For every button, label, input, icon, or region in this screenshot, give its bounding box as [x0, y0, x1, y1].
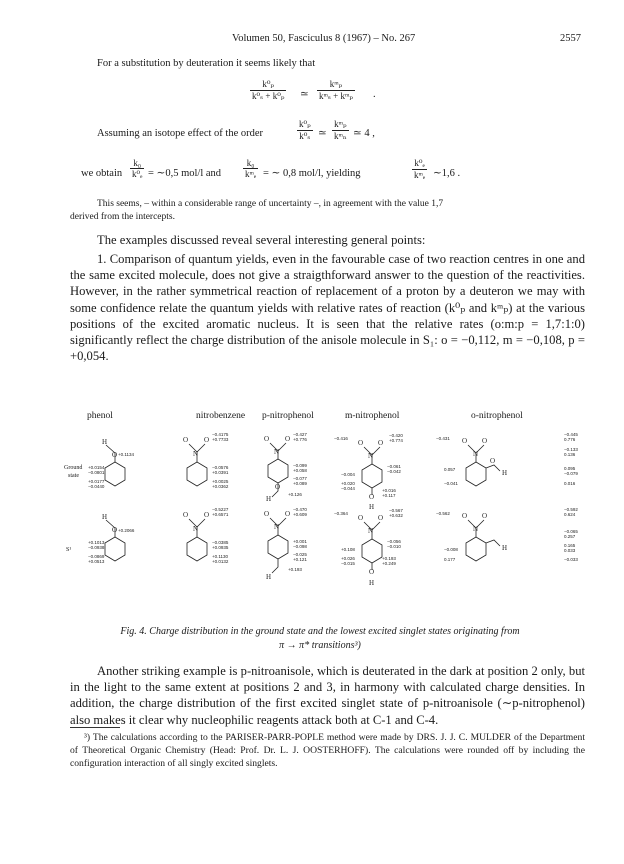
charge-value: 0.057: [444, 467, 456, 472]
atom-o: O: [183, 436, 189, 444]
caption-line-1: Fig. 4. Charge distribution in the ground state and the lowest excited singlet states originating from: [120, 626, 520, 637]
charge-value: +0.776: [293, 437, 307, 442]
charge-value: −0.004: [341, 472, 355, 477]
eq1-end: .: [373, 89, 376, 100]
charge-value: 0.016: [564, 481, 576, 486]
atom-o: O: [112, 451, 118, 459]
eq2-tail: ≃ 4 ,: [353, 128, 375, 139]
journal-citation: Volumen 50, Fasciculus 8 (1967) – No. 267: [232, 33, 416, 44]
charge-value: 0.136: [564, 452, 576, 457]
charge-value: −0.0576: [212, 465, 229, 470]
charge-value: +0.1134: [118, 452, 135, 457]
obtain-text-3: ∼1,6 .: [433, 168, 461, 179]
charge-value: −0.445: [564, 432, 578, 437]
charge-value: −0.025: [293, 552, 307, 557]
atom-h: H: [502, 469, 508, 477]
column-label-phenol: phenol: [87, 411, 113, 421]
charge-value: 0.776: [564, 437, 576, 442]
charge-value: 0.177: [444, 557, 456, 562]
charge-value: −0.562: [436, 511, 450, 516]
obtain-lead: we obtain: [81, 168, 123, 179]
charge-distribution-diagram: [76, 423, 586, 606]
charge-value: +0.6571: [212, 512, 229, 517]
charge-value: −0.592: [564, 507, 578, 512]
charge-value: −0.065: [564, 529, 578, 534]
atom-o: O: [112, 526, 118, 534]
charge-value: −0.567: [389, 508, 403, 513]
charge-value: +0.2066: [118, 528, 135, 533]
charge-value: −0.098: [293, 544, 307, 549]
ring-phenol-s1: [105, 537, 125, 561]
atom-h: H: [102, 438, 108, 446]
footnote-3: ³) The calculations according to the PARISER-PARR-POPLE method were made by DRS. J. J. C. MULDER of the Department of Theoretical Organic Chemistry (Head: Prof. Dr. L. J. OOSTERHOFF). The calculations were rounded off by including the configuration interaction of all singly excited singlets.: [70, 732, 585, 769]
charge-value: +0.1013: [88, 540, 105, 545]
eq2-relation: ≃: [318, 128, 327, 139]
atom-n: N: [473, 450, 479, 458]
atom-o: O: [369, 493, 375, 501]
atom-h: H: [266, 573, 272, 581]
charge-value: +0.016: [382, 488, 396, 493]
atom-o: O: [285, 435, 291, 443]
charge-value: −0.0385: [212, 540, 229, 545]
charge-value: −0.077: [293, 476, 307, 481]
caption-line-2: π → π* transitions³): [279, 640, 361, 651]
ring-nitrobenzene-s1: [187, 537, 207, 561]
charge-value: +0.0025: [212, 479, 229, 484]
atom-o: O: [482, 437, 488, 445]
charge-value: +0.026: [341, 556, 355, 561]
atom-n: N: [193, 450, 199, 458]
atom-h: H: [369, 579, 375, 587]
charge-value: 0.165: [564, 543, 576, 548]
atom-o: O: [275, 483, 281, 491]
charge-value: +0.126: [288, 492, 302, 497]
row-label-ground: Ground: [64, 465, 83, 471]
charge-value: −0.4175: [212, 432, 229, 437]
atom-n: N: [473, 525, 479, 533]
column-label-nitrobenzene: nitrobenzene: [196, 411, 246, 421]
atom-o: O: [183, 511, 189, 519]
atom-n: N: [368, 452, 374, 460]
charge-value: 0.624: [564, 512, 576, 517]
atom-o: O: [264, 510, 270, 518]
ring-nitrobenzene-ground: [187, 462, 207, 486]
charge-value: −0.015: [341, 561, 355, 566]
obtain-fraction-2: k₀ kᵐₑ: [245, 158, 257, 179]
column-label-m-nitrophenol: m-nitrophenol: [345, 411, 400, 421]
row-label-state: state: [68, 473, 79, 479]
charge-value: 0.095: [564, 466, 576, 471]
charge-value: −0.033: [564, 557, 578, 562]
charge-value: 0.033: [564, 548, 576, 553]
charge-value: −0.0801: [88, 470, 105, 475]
charge-value: −0.041: [444, 481, 458, 486]
charge-value: +0.7733: [212, 437, 229, 442]
charge-value: −0.431: [436, 436, 450, 441]
atom-o: O: [369, 568, 375, 576]
figure-caption: [100, 625, 540, 653]
charge-value: +0.249: [382, 561, 396, 566]
points-intro: The examples discussed reveal several interesting general points:: [97, 233, 426, 247]
seems-line-2: derived from the intercepts.: [70, 212, 175, 222]
ring-p-nitrophenol-ground: [268, 459, 288, 483]
atom-h: H: [369, 503, 375, 511]
page-number: 2557: [560, 33, 581, 44]
charge-value: −0.416: [334, 436, 348, 441]
obtain-text-2: = ∼ 0,8 mol/l, yielding: [263, 168, 361, 179]
charge-value: −0.0440: [88, 484, 105, 489]
intro-line: For a substitution by deuteration it seems likely that: [97, 58, 316, 69]
charge-value: −0.0938: [88, 545, 105, 550]
eq1-right-fraction: kᵐₚ kᵐₛ + kᵐₚ: [319, 79, 354, 101]
charge-value: +0.0132: [212, 559, 229, 564]
atom-o: O: [462, 437, 468, 445]
column-label-p-nitrophenol: p-nitrophenol: [262, 411, 314, 421]
ring-p-nitrophenol-s1: [268, 535, 288, 559]
eq1-left-fraction: $\frac{\text{k⁰ₚ}}{\text{k⁰ₛ + k⁰ₚ}}$: [252, 79, 285, 101]
charge-value: +0.0513: [88, 559, 105, 564]
atom-n: N: [368, 527, 374, 535]
charge-value: −0.420: [389, 433, 403, 438]
charge-value: +0.1130: [212, 554, 229, 559]
atom-o: O: [378, 439, 384, 447]
ring-o-nitrophenol-s1: [466, 537, 486, 561]
obtain-text-1: = ∼0,5 mol/l and: [148, 168, 222, 179]
seems-line-1: This seems, – within a considerable range of uncertainty –, in agreement with the value 1,7: [97, 199, 444, 209]
charge-value: −0.056: [387, 539, 401, 544]
charge-value: −0.133: [564, 447, 578, 452]
figure-4: [64, 411, 586, 606]
atom-n: N: [274, 523, 280, 531]
atom-h: H: [266, 495, 272, 503]
ring-o-nitrophenol-ground: [466, 462, 486, 486]
charge-value: −0.042: [387, 469, 401, 474]
atom-h: H: [502, 544, 508, 552]
charge-value: −0.079: [564, 471, 578, 476]
atom-o: O: [358, 439, 364, 447]
charge-value: +0.609: [293, 512, 307, 517]
eq2-left-fraction: $\frac{\text{k⁰ₚ}}{\text{k⁰ₛ}}$: [299, 119, 311, 141]
ring-m-nitrophenol-ground: [362, 464, 382, 488]
charge-value: −0.427: [293, 432, 307, 437]
charge-value: +0.193: [382, 556, 396, 561]
charge-value: +0.089: [293, 481, 307, 486]
charge-value: −0.061: [387, 464, 401, 469]
charge-value: +0.632: [389, 513, 403, 518]
charge-value: +0.108: [341, 547, 355, 552]
atom-o: O: [490, 457, 496, 465]
charge-value: +0.193: [288, 567, 302, 572]
atom-o: O: [462, 512, 468, 520]
footnote-rule: [70, 727, 120, 728]
atom-o: O: [358, 514, 364, 522]
charge-value: +0.0177: [88, 479, 105, 484]
charge-value: +0.0391: [212, 470, 229, 475]
obtain-fraction-3: k⁰ₑ kᵐₑ: [414, 158, 426, 180]
charge-value: −0.364: [334, 511, 348, 516]
atom-h: H: [102, 513, 108, 521]
charge-value: +0.774: [389, 438, 403, 443]
charge-value: −0.044: [341, 486, 355, 491]
charge-value: +0.0935: [212, 545, 229, 550]
charge-value: −0.5227: [212, 507, 229, 512]
p-nitroanisole-paragraph: Another striking example is p-nitroanisole, which is deuterated in the dark at position 2 only, but in the light to the same extent at positions 2 and 3, in harmony with calculated charge densities. In addition, the charge distribution of the first excited singlet state of p-nitroanisole (∼p-nitrophenol) also makes it clear why nucleophilic reagents attack both at C-1 and C-4.: [70, 664, 585, 727]
atom-o: O: [204, 511, 210, 519]
charge-value: +0.117: [382, 493, 396, 498]
atom-n: N: [274, 448, 280, 456]
eq1-relation: ≃: [300, 89, 309, 100]
assume-line: Assuming an isotope effect of the order: [97, 128, 264, 139]
charge-value: +0.020: [341, 481, 355, 486]
charge-value: +0.001: [293, 539, 307, 544]
charge-value: −0.008: [444, 547, 458, 552]
charge-value: −0.470: [293, 507, 307, 512]
obtain-fraction-1: $\frac{\text{k₀}}{\text{k⁰ₑ}}$: [132, 158, 143, 179]
charge-value: −0.099: [293, 463, 307, 468]
charge-value: +0.121: [293, 557, 307, 562]
eq2-right-fraction: kᵐₚ kᵐₙ: [334, 119, 347, 141]
point-1-paragraph: 1. Comparison of quantum yields, even in the favourable case of two reaction centres in one and the same excited molecule, does not give a straigthforward answer to the question of the reactivities. However, in the rather symmetrical reaction of replacement of a proton by a deuteron we may with some confidence relate the quantum yields with relative rates of reaction (k⁰ₚ and kᵐₚ) at the various positions of the excited aromatic nucleus. It is seen that the relative rates (o:m:p = 1,7:1:0) significantly reflect the charge distribution of the anisole molecule in S₁: o = −0,112, m = −0,108, p = +0,054.: [70, 252, 585, 364]
charge-value: +0.058: [293, 468, 307, 473]
charge-value: −0.010: [387, 544, 401, 549]
charge-value: +0.0362: [212, 484, 229, 489]
ring-phenol-ground: [105, 462, 125, 486]
atom-n: N: [193, 525, 199, 533]
charge-value: +0.0154: [88, 465, 105, 470]
atom-o: O: [378, 514, 384, 522]
column-label-o-nitrophenol: o-nitrophenol: [471, 411, 523, 421]
atom-o: O: [482, 512, 488, 520]
atom-o: O: [285, 510, 291, 518]
charge-value: 0.257: [564, 534, 576, 539]
ring-m-nitrophenol-s1: [362, 539, 382, 563]
charge-value: −0.0869: [88, 554, 105, 559]
atom-o: O: [264, 435, 270, 443]
atom-o: O: [204, 436, 210, 444]
row-label-s1: S¹: [66, 547, 72, 553]
